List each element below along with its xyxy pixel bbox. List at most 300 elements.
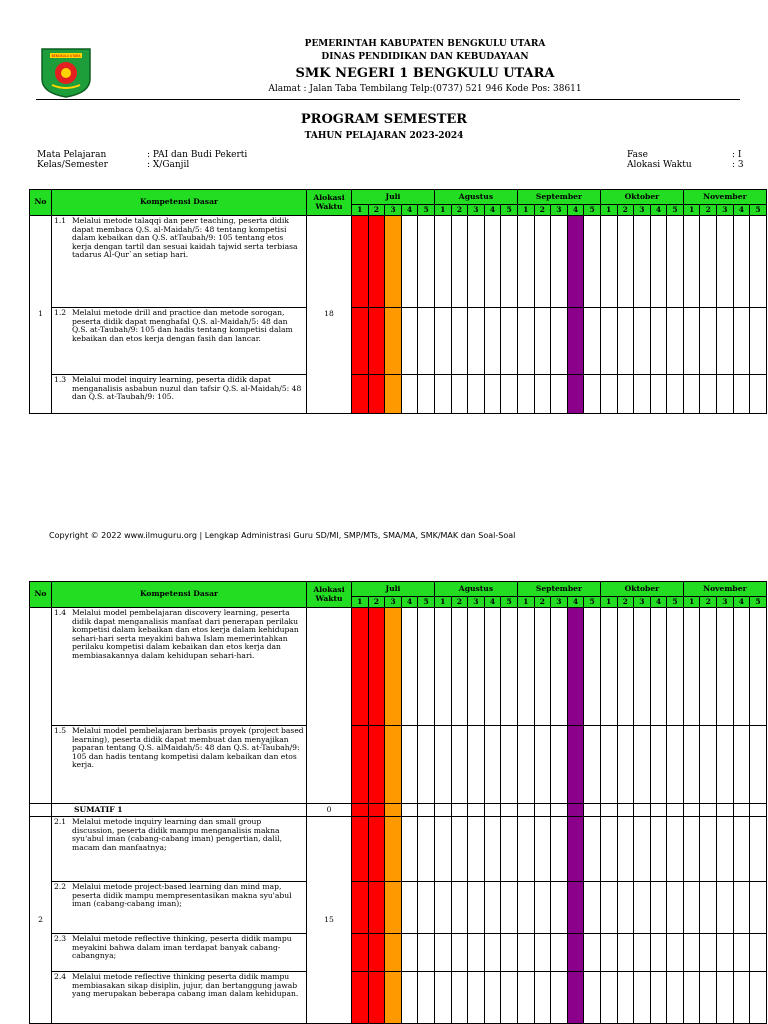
schedule-cell [418,817,435,882]
week-header: 2 [451,205,468,216]
week-header: 3 [717,205,734,216]
kd-text: Melalui metode reflective thinking peserta didik mampu membiasakan sikap disiplin, jujur, dan bertanggung jawab yang merupakan beberapa cabang iman dalam kehidupan. [72,972,299,999]
schedule-cell [634,308,651,375]
schedule-cell [700,817,717,882]
schedule-cell [650,972,667,1024]
week-header: 1 [352,597,369,608]
schedule-cell [368,934,385,972]
kd-text: Melalui metode project-based learning dan mind map, peserta didik mampu mempresentasikan makna syu'abul iman (cabang-cabang iman); [72,882,292,909]
schedule-cell [683,375,700,414]
schedule-cell [634,882,651,934]
schedule-cell [700,726,717,804]
schedule-cell [717,726,734,804]
week-header: 3 [634,597,651,608]
schedule-cell [551,308,568,375]
schedule-cell [700,375,717,414]
schedule-cell [517,608,534,726]
schedule-cell [750,804,767,817]
week-header: 5 [750,597,767,608]
schedule-cell [451,608,468,726]
schedule-cell [517,375,534,414]
schedule-cell [617,972,634,1024]
kelas-value: : X/Ganjil [147,160,190,170]
week-header: 5 [501,205,518,216]
schedule-cell [385,375,402,414]
schedule-cell [501,216,518,308]
schedule-cell [584,608,601,726]
schedule-cell [468,817,485,882]
schedule-cell [434,972,451,1024]
col-header-alokasi: Alokasi Waktu [307,190,352,216]
schedule-cell [352,972,369,1024]
schedule-cell [517,804,534,817]
week-header: 2 [368,205,385,216]
schedule-cell [551,817,568,882]
schedule-cell [401,726,418,804]
schedule-cell [650,216,667,308]
month-header: Oktober [600,582,683,597]
schedule-cell [418,934,435,972]
schedule-cell [551,804,568,817]
schedule-cell [650,726,667,804]
schedule-cell [401,375,418,414]
schedule-cell [401,608,418,726]
kd-cell [52,375,307,414]
schedule-cell [600,308,617,375]
meta-values-left [147,150,247,170]
schedule-cell [567,375,584,414]
schedule-cell [551,608,568,726]
schedule-cell [634,608,651,726]
schedule-cell [600,726,617,804]
schedule-cell [667,972,684,1024]
schedule-cell [434,817,451,882]
week-header: 3 [551,597,568,608]
schedule-cell [650,817,667,882]
schedule-cell [600,934,617,972]
schedule-cell [700,216,717,308]
month-header: November [683,582,766,597]
schedule-cell [517,972,534,1024]
header-department: DINAS PENDIDIKAN DAN KEBUDAYAAN [321,52,529,62]
schedule-cell [368,726,385,804]
schedule-cell [733,817,750,882]
schedule-cell [501,308,518,375]
schedule-cell [584,934,601,972]
week-header: 4 [733,597,750,608]
schedule-cell [451,934,468,972]
meta-labels-left [37,150,108,170]
schedule-cell [683,726,700,804]
week-header: 1 [683,205,700,216]
schedule-cell [534,375,551,414]
header-address: Alamat : Jalan Taba Tembilang Telp:(0737) 521 946 Kode Pos: 38611 [268,84,582,94]
schedule-cell [551,726,568,804]
schedule-cell [700,608,717,726]
meta-labels-right [627,150,692,170]
kd-number: 2.1 [54,817,67,826]
week-header: 1 [600,597,617,608]
schedule-cell [667,308,684,375]
alokasi-value: 18 [307,216,352,414]
schedule-cell [600,817,617,882]
kd-cell [52,972,307,1024]
week-header: 1 [517,205,534,216]
schedule-cell [484,608,501,726]
week-header: 3 [551,205,568,216]
week-header: 4 [484,597,501,608]
schedule-cell [501,726,518,804]
document-title: PROGRAM SEMESTER [300,112,468,127]
week-header: 1 [517,597,534,608]
schedule-cell [551,882,568,934]
kd-cell [52,817,307,882]
schedule-cell [484,882,501,934]
week-header: 1 [600,205,617,216]
schedule-cell [352,934,369,972]
schedule-cell [484,817,501,882]
schedule-cell [368,972,385,1024]
schedule-cell [750,726,767,804]
schedule-cell [717,608,734,726]
alokasi-label: Alokasi Waktu [627,160,692,170]
header-divider [36,99,740,100]
schedule-cell [368,216,385,308]
week-header: 1 [434,205,451,216]
col-header-kd: Kompetensi Dasar [52,582,307,608]
col-header-no: No [30,190,52,216]
col-header-alokasi: Alokasi Waktu [307,582,352,608]
schedule-cell [468,934,485,972]
week-header: 1 [434,597,451,608]
schedule-cell [667,934,684,972]
schedule-cell [650,375,667,414]
schedule-cell [434,216,451,308]
kd-cell [52,726,307,804]
schedule-cell [534,216,551,308]
group-number [30,608,52,804]
schedule-cell [401,308,418,375]
schedule-cell [468,882,485,934]
schedule-cell [468,308,485,375]
week-header: 3 [385,597,402,608]
schedule-cell [617,726,634,804]
schedule-cell [700,308,717,375]
schedule-cell [551,375,568,414]
schedule-cell [733,308,750,375]
schedule-cell [584,972,601,1024]
schedule-cell [733,972,750,1024]
schedule-cell [683,308,700,375]
group-number: 1 [30,216,52,414]
schedule-cell [750,375,767,414]
schedule-cell [750,308,767,375]
sumatif-label: SUMATIF 1 [52,804,307,817]
program-table-page1 [29,189,767,414]
week-header: 4 [733,205,750,216]
schedule-cell [368,608,385,726]
schedule-cell [700,934,717,972]
schedule-cell [700,972,717,1024]
schedule-cell [418,308,435,375]
month-header: September [517,190,600,205]
schedule-cell [683,972,700,1024]
schedule-cell [683,608,700,726]
kd-text: Melalui metode talaqqi dan peer teaching, peserta didik dapat membaca Q.S. al-Maidah/5: 48 tentang kompetisi dalam kebaikan dan Q.S. atTaubah/9: 105 tentang etos kerja dengan tartil dan sesuai kaidah tajwid serta terbiasa tadarus Al-Qur`an setiap hari. [72,216,298,260]
kd-text: Melalui model pembelajaran discovery learning, peserta didik dapat menganalisis manfaat dari penerapan perilaku kompetisi dalam kebaikan dan etos kerja dalam kehidupan sehari-hari serta meyakini bahwa Islam memerintahkan perilaku kompetisi dalam kebaikan dan etos kerja dan membiasakannya dalam kehidupan sehari-hari. [72,608,299,660]
schedule-cell [517,726,534,804]
schedule-cell [451,726,468,804]
schedule-cell [567,308,584,375]
week-header: 2 [368,597,385,608]
schedule-cell [683,216,700,308]
week-header: 2 [617,205,634,216]
schedule-cell [717,308,734,375]
schedule-cell [484,726,501,804]
schedule-cell [584,817,601,882]
schedule-cell [434,726,451,804]
kelas-label: Kelas/Semester [37,160,108,170]
week-header: 3 [385,205,402,216]
schedule-cell [451,804,468,817]
schedule-cell [667,804,684,817]
week-header: 4 [401,597,418,608]
fase-value: : I [732,150,742,160]
schedule-cell [567,726,584,804]
schedule-cell [534,726,551,804]
schedule-cell [567,216,584,308]
week-header: 4 [650,597,667,608]
schedule-cell [750,817,767,882]
schedule-cell [667,375,684,414]
schedule-cell [733,726,750,804]
week-header: 5 [584,205,601,216]
week-header: 1 [352,205,369,216]
schedule-cell [733,608,750,726]
schedule-cell [484,934,501,972]
schedule-cell [700,804,717,817]
schedule-cell [451,972,468,1024]
kd-number: 2.2 [54,882,67,891]
schedule-cell [451,308,468,375]
schedule-cell [567,882,584,934]
schedule-cell [501,934,518,972]
schedule-cell [501,817,518,882]
week-header: 5 [750,205,767,216]
schedule-cell [484,804,501,817]
schedule-cell [551,972,568,1024]
schedule-cell [368,882,385,934]
schedule-cell [385,972,402,1024]
schedule-cell [468,216,485,308]
schedule-cell [650,882,667,934]
schedule-cell [617,934,634,972]
schedule-cell [567,972,584,1024]
schedule-cell [501,882,518,934]
mapel-value: : PAI dan Budi Pekerti [147,150,248,160]
schedule-cell [385,608,402,726]
schedule-cell [534,817,551,882]
schedule-cell [567,817,584,882]
schedule-cell [733,216,750,308]
schedule-cell [567,804,584,817]
kd-cell [52,934,307,972]
schedule-cell [717,804,734,817]
kd-cell [52,608,307,726]
svg-text:BENGKULU UTARA: BENGKULU UTARA [51,54,81,58]
week-header: 3 [634,205,651,216]
schedule-cell [717,972,734,1024]
schedule-cell [683,882,700,934]
sumatif-no [30,804,52,817]
week-header: 2 [700,205,717,216]
schedule-cell [650,934,667,972]
week-header: 2 [534,205,551,216]
document-subtitle: TAHUN PELAJARAN 2023-2024 [304,131,464,141]
week-header: 5 [584,597,601,608]
schedule-cell [733,934,750,972]
copyright-footer: Copyright © 2022 www.ilmuguru.org | Lengkap Administrasi Guru SD/MI, SMP/MTs, SMA/MA, SMK/MAK dan Soal-Soal [49,531,516,540]
schedule-cell [750,608,767,726]
week-header: 5 [418,597,435,608]
schedule-cell [468,726,485,804]
schedule-cell [567,934,584,972]
schedule-cell [584,308,601,375]
month-header: Oktober [600,190,683,205]
schedule-cell [484,308,501,375]
schedule-cell [352,804,369,817]
schedule-cell [401,972,418,1024]
schedule-cell [385,726,402,804]
month-header: Agustus [434,582,517,597]
fase-label: Fase [627,150,648,160]
schedule-cell [551,216,568,308]
schedule-cell [617,817,634,882]
week-header: 4 [401,205,418,216]
schedule-cell [717,882,734,934]
schedule-cell [352,375,369,414]
schedule-cell [451,375,468,414]
kd-number: 2.4 [54,972,67,981]
schedule-cell [584,216,601,308]
schedule-cell [418,375,435,414]
schedule-cell [418,216,435,308]
schedule-cell [484,375,501,414]
schedule-cell [517,817,534,882]
kd-number: 1.1 [54,216,67,225]
month-header: Agustus [434,190,517,205]
kd-number: 1.2 [54,308,67,317]
schedule-cell [750,216,767,308]
schedule-cell [667,216,684,308]
schedule-cell [517,882,534,934]
schedule-cell [468,972,485,1024]
week-header: 2 [451,597,468,608]
kd-number: 2.3 [54,934,67,943]
schedule-cell [634,972,651,1024]
week-header: 5 [501,597,518,608]
schedule-cell [650,608,667,726]
col-header-no: No [30,582,52,608]
month-header: September [517,582,600,597]
schedule-cell [352,726,369,804]
schedule-cell [434,804,451,817]
header-government: PEMERINTAH KABUPATEN BENGKULU UTARA [304,39,546,49]
kd-number: 1.5 [54,726,67,735]
schedule-cell [434,882,451,934]
col-header-kd: Kompetensi Dasar [52,190,307,216]
kd-text: Melalui metode drill and practice dan metode sorogan, peserta didik dapat menghafal Q.S. al-Maidah/5: 48 dan Q.S. at-Taubah/9: 105 dan hadis tentang kompetisi dalam kebaikan dan etos kerja dengan fasih dan lancar. [72,308,293,343]
kd-text: Melalui model inquiry learning, peserta didik dapat menganalisis asbabun nuzul dan tafsir Q.S. al-Maidah/5: 48 dan Q.S. at-Taubah/9: 105. [72,375,302,402]
schedule-cell [434,308,451,375]
program-table-page2 [29,581,767,1024]
schedule-cell [451,817,468,882]
schedule-cell [352,882,369,934]
schedule-cell [683,804,700,817]
schedule-cell [517,216,534,308]
alokasi-value [307,608,352,804]
schedule-cell [600,608,617,726]
schedule-cell [401,817,418,882]
schedule-cell [634,934,651,972]
kd-number: 1.4 [54,608,67,617]
sumatif-alokasi: 0 [307,804,352,817]
schedule-cell [733,804,750,817]
schedule-cell [600,804,617,817]
schedule-cell [700,882,717,934]
schedule-cell [584,726,601,804]
schedule-cell [385,817,402,882]
schedule-cell [584,375,601,414]
schedule-cell [468,375,485,414]
schedule-cell [683,934,700,972]
kd-text: Melalui model pembelajaran berbasis proyek (project based learning), peserta didik dapat membuat dan menyajikan paparan tentang Q.S. alMaidah/5: 48 dan Q.S. at-Taubah/9: 105 dan hadis tentang kompetisi dalam kebaikan dan etos kerja. [72,726,304,770]
schedule-cell [534,972,551,1024]
schedule-cell [451,216,468,308]
schedule-cell [567,608,584,726]
schedule-cell [733,375,750,414]
schedule-cell [650,804,667,817]
alokasi-value: : 3 [732,160,744,170]
schedule-cell [667,608,684,726]
schedule-cell [501,972,518,1024]
schedule-cell [484,216,501,308]
schedule-cell [534,934,551,972]
schedule-cell [468,804,485,817]
schedule-cell [717,934,734,972]
schedule-cell [468,608,485,726]
schedule-cell [634,726,651,804]
schedule-cell [634,817,651,882]
schedule-cell [617,882,634,934]
kd-text: Melalui metode reflective thinking, peserta didik mampu meyakini bahwa dalam iman terdapat banyak cabang-cabangnya; [72,934,292,961]
schedule-cell [401,882,418,934]
mapel-label: Mata Pelajaran [37,150,107,160]
week-header: 1 [683,597,700,608]
schedule-cell [617,216,634,308]
schedule-cell [385,882,402,934]
schedule-cell [683,817,700,882]
schedule-cell [501,375,518,414]
schedule-cell [401,216,418,308]
schedule-cell [368,804,385,817]
schedule-cell [385,934,402,972]
schedule-cell [352,308,369,375]
week-header: 3 [717,597,734,608]
header-school-name: SMK NEGERI 1 BENGKULU UTARA [295,66,555,81]
schedule-cell [750,882,767,934]
schedule-cell [484,972,501,1024]
